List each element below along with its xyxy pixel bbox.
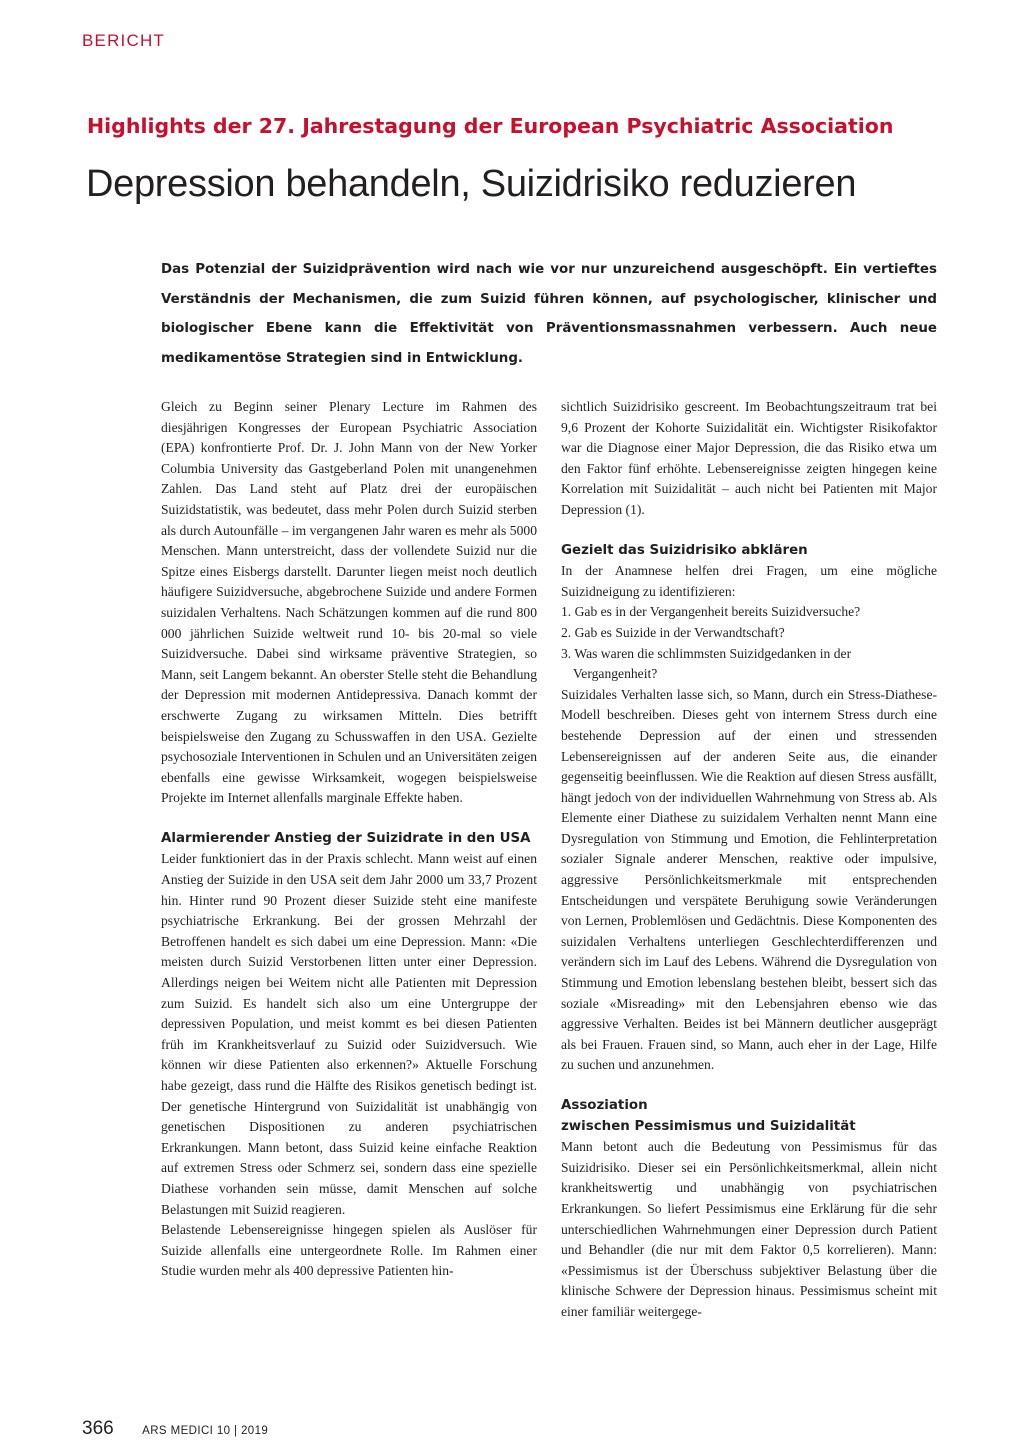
- list-item: 2. Gab es Suizide in der Verwandtschaft?: [561, 624, 785, 640]
- body-paragraph: Suizidales Verhalten lasse sich, so Mann, durch ein Stress-Diathese-Modell beschreiben. Dieses geht von internem Stress durch eine bestehende Depression auf der einen und stressenden Lebensereignissen auf der anderen Seite aus, die einander gegenseitig beeinflussen. Wie die Reaktion auf diesen Stress ausfällt, hängt jedoch von der individuellen Wahrnehmung von Stress ab. Als Elemente einer Diathese zu suizidalem Verhalten nennt Mann eine Dysregulation von Stimmung und Emotion, die Fehlinterpretation sozialer Signale anderer Menschen, reaktive oder impulsive, aggressive Persönlichkeitsmerkmale mit entsprechenden Entscheidungen und verspätete Beruhigung sowie Veränderungen von Lernen, Problemlösen und Gedächtnis. Diese Komponenten des suizidalen Verhaltens unterliegen Geschlechterdifferenzen und verändern sich im Lauf des Lebens. Während die Dysregulation von Stimmung und Emotion lebenslang bestehen bleibt, bessert sich das soziale «Misreading» mit den Lebensjahren ebenso wie das aggressive Verhalten. Beides ist bei Männern deutlicher ausgeprägt als bei Frauen. Frauen sind, so Mann, auch eher in der Lage, Hilfe zu suchen und anzunehmen.: [561, 686, 937, 1073]
- left-column: [161, 397, 537, 1282]
- body-paragraph: Belastende Lebensereignisse hingegen spielen als Auslöser für Suizide allenfalls eine untergeordnete Rolle. Im Rahmen einer Studie wurden mehr als 400 depressive Patienten hin-: [161, 1222, 537, 1279]
- body-paragraph: In der Anamnese helfen drei Fragen, um eine mögliche Suizidneigung zu identifizieren:: [561, 563, 937, 599]
- subheading: Gezielt das Suizidrisiko abklären: [561, 542, 808, 558]
- article-lead: Das Potenzial der Suizidprävention wird nach wie vor nur unzureichend ausgeschöpft. Ein vertieftes Verständnis der Mechanismen, die zum Suizid führen können, auf psychologischer, klinischer und biologischer Ebene kann die Effektivität von Präventionsmassnahmen verbessern. Auch neue medikamentöse Strategien sind in Entwicklung.: [161, 262, 937, 366]
- section-label: BERICHT: [82, 31, 166, 50]
- article-title: Depression behandeln, Suizidrisiko reduzieren: [86, 163, 857, 205]
- body-paragraph: Mann betont auch die Bedeutung von Pessimismus für das Suizidrisiko. Dieser sei ein Persönlichkeitsmerkmal, allein nicht krankheitswertig und unabhängig von psychiatrischen Erkrankungen. So liefert Pessimismus eine Erklärung für die sehr unterschiedlichen Wahrnehmungen einer Depression durch Patient und Behandler (die nur mit dem Faktor 0,5 korrelieren). Mann: «Pessimismus ist der Überschuss subjektiver Belastung über die klinische Schwere der Depression hinaus. Pessimismus scheint mit einer familiär weitergege-: [561, 1139, 937, 1319]
- article-kicker: Highlights der 27. Jahrestagung der European Psychiatric Association: [87, 114, 894, 138]
- body-paragraph: sichtlich Suizidrisiko gescreent. Im Beobachtungszeitraum trat bei 9,6 Prozent der Kohorte Suizidalität ein. Wichtigster Risikofaktor war die Diagnose einer Major Depression, die das Risiko etwa um den Faktor fünf erhöhte. Lebensereignisse zeigten hingegen keine Korrelation mit Suizidalität – auch nicht bei Patienten mit Major Depression (1).: [561, 399, 937, 517]
- question-list: [561, 602, 937, 684]
- subheading: Alarmierender Anstieg der Suizidrate in den USA: [161, 830, 531, 846]
- subheading: [561, 1096, 937, 1137]
- list-item: 1. Gab es in der Vergangenheit bereits Suizidversuche?: [561, 604, 861, 620]
- subheading-line: Assoziation: [561, 1098, 648, 1113]
- body-paragraph: Leider funktioniert das in der Praxis schlecht. Mann weist auf einen Anstieg der Suizide in den USA seit dem Jahr 2000 um 33,7 Prozent hin. Hinter rund 90 Prozent dieser Suizide steht eine manifeste psychiatrische Erkrankung. Bei der grossen Mehrzahl der Betroffenen handelt es sich dabei um eine Depression. Mann: «Die meisten durch Suizid Verstorbenen litten unter einer Depression. Allerdings neigen bei Weitem nicht alle Patienten mit Depression zum Suizid. Es handelt sich also um eine Untergruppe der depressiven Population, und meist kommt es bei diesen Patienten früh im Krankheitsverlauf zu Suizid oder Suizidversuch. Wie können wir diese Patienten also erkennen?» Aktuelle Forschung habe gezeigt, dass rund die Hälfte des Risikos genetisch bedingt ist. Der genetische Hintergrund von Suizidalität ist unabhängig von genetischen Dispositionen zu anderen psychiatrischen Erkrankungen. Mann betont, dass Suizid keine einfache Reaktion auf extremen Stress oder Schmerz sei, sondern dass eine spezielle Diathese vorhanden sein müsse, damit Menschen auf solche Belastungen mit Suizid reagieren.: [161, 851, 537, 1217]
- right-column: [561, 397, 937, 1323]
- journal-reference: ARS MEDICI 10 | 2019: [142, 1425, 269, 1437]
- page-footer: [82, 1418, 268, 1440]
- subheading-line: zwischen Pessimismus und Suizidalität: [561, 1118, 856, 1134]
- body-paragraph: Gleich zu Beginn seiner Plenary Lecture im Rahmen des diesjährigen Kongresses der European Psychiatric Association (EPA) konfrontierte Prof. Dr. J. John Mann von der New Yorker Columbia University das Gastgeberland Polen mit unangenehmen Zahlen. Das Land steht auf Platz drei der europäischen Suizidstatistik, was bedeutet, dass mehr Polen durch Suizid sterben als durch Autounfälle – im vergangenen Jahr waren es mehr als 5000 Menschen. Mann unterstreicht, dass der vollendete Suizid nur die Spitze eines Eisbergs darstellt. Darunter liegen meist noch deutlich häufigere Suizidversuche, abgebrochene Suizide und andere Formen suizidalen Verhaltens. Nach Schätzungen kommen auf die rund 800 000 jährlichen Suizide weltweit rund 10- bis 20-mal so viele Suizidversuche. Dabei sind wirksame präventive Strategien, so Mann, seit Langem bekannt. An oberster Stelle steht die Behandlung der Depression mit modernen Antidepressiva. Danach kommt der erschwerte Zugang zu wirksamen Mitteln. Dies betrifft beispielsweise den Zugang zu Schusswaffen in den USA. Gezielte psychosoziale Interventionen in Schulen und an Universitäten zeigen ebenfalls eine gewisse Wirksamkeit, wogegen beispielsweise Projekte im Internet allenfalls marginale Effekte haben.: [161, 399, 537, 806]
- list-item: 3. Was waren die schlimmsten Suizidgedanken in der Vergangenheit?: [561, 645, 852, 682]
- page-number: 366: [82, 1418, 114, 1439]
